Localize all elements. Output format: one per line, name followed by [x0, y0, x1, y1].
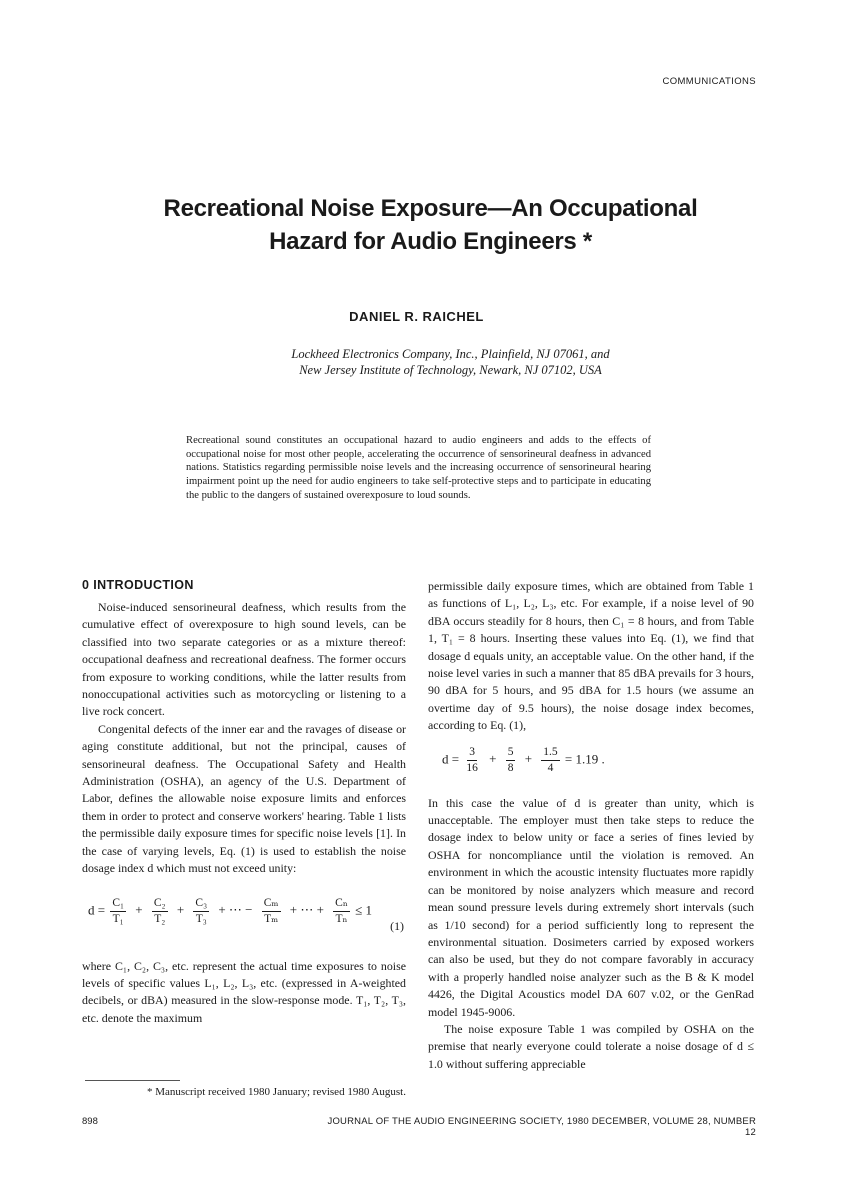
article-title-line2: Hazard for Audio Engineers *: [269, 228, 592, 255]
eq-fraction: $\frac{\text{Cₘ}}{\text{Tₘ}}$: [263, 896, 279, 925]
abstract: Recreational sound constitutes an occupational hazard to audio engineers and adds to the effects of occupational noise for most other people, accelerating the occurrence of sensorineural deafness in advanced nations. Statistics regarding permissible noise levels and the increasing occurrence of sensorineural hearing impairment point up the need for audio engineers to take self-protective steps and to participate in educating the public to the dangers of sustained overexposure to loud sounds.: [186, 435, 651, 501]
paragraph: where C₁, C₂, C₃, etc. represent the actual time exposures to noise levels of specific values L₁, L₂, L₃, etc. (expressed in A-weighted decibels, or dBA) measured in the slow-response mode. T₁, T₂, T₃, etc. denote the maximum: [82, 958, 406, 1025]
author-name: DANIEL R. RAICHEL: [349, 309, 484, 324]
eq-rhs: ≤ 1: [355, 901, 372, 917]
eq-ellipsis: + ⋯ +: [289, 901, 324, 917]
paragraph: In this case the value of d is greater than unity, which is unacceptable. The employer must then take steps to reduce the dosage index to below unity or face a series of fines levied by OSHA for noncompliance until the violation is removed. An environment in which the acoustic intensity fluctuates more rapidly can be monitored by noise analyzers which measure and record mean sound pressure levels during extremely short intervals (such as 1/10 second) for a period sufficiently long to represent the environmental situation. Dosimeters carried by exposed workers can also be used, but they do not compare favorably in accuracy with a properly handled noise analyzer such as the B & K model 4426, the Digital Acoustics model DA 607 v.02, or the GenRad model 1945-9006.: [428, 795, 754, 1019]
eq-fraction: $\frac{3}{16}$: [466, 745, 478, 774]
eq-lhs: d =: [442, 751, 460, 767]
eq-fraction: $\frac{1.5}{4}$: [543, 745, 558, 774]
article-title: [60, 192, 801, 258]
article-title-line1: Recreational Noise Exposure—An Occupational: [163, 195, 698, 222]
right-column: [428, 578, 754, 1073]
equation-2: d = $\frac{3}{16}$ + $\frac{5}{8}$ + $\frac{1.5}{4}$ = 1.19 .: [442, 745, 605, 774]
eq-fraction: $\frac{5}{8}$: [507, 745, 514, 774]
left-column: [82, 577, 406, 1027]
equation-number: (1): [390, 918, 404, 933]
paragraph: permissible daily exposure times, which are obtained from Table 1 as functions of L₁, L₂, L₃, etc. For example, if a noise level of 90 dBA occurs steadily for 8 hours, then C₁ = 8 hours, and from Table 1, T₁ = 8 hours. Inserting these values into Eq. (1), we find that dosage d equals unity, an acceptable value. On the other hand, if the noise level varies in such a manner that 85 dBA prevails for 3 hours, 90 dBA for 5 hours, and 95 dBA for 1.5 hours (we assume an overtime day of 9.5 hours), the noise dosage index becomes, according to Eq. (1),: [428, 579, 754, 733]
eq-fraction: $\frac{\text{C₁}}{\text{T₁}}$: [112, 896, 125, 925]
eq-lhs: d =: [88, 901, 106, 917]
eq-result: = 1.19 .: [564, 751, 605, 767]
eq-fraction: $\frac{\text{C₃}}{\text{T₃}}$: [195, 896, 208, 925]
page-number: 898: [82, 1116, 98, 1127]
paragraph: The noise exposure Table 1 was compiled by OSHA on the premise that nearly everyone could tolerate a noise dosage of d ≤ 1.0 without suffering appreciable: [428, 1021, 754, 1071]
section-heading: 0 INTRODUCTION: [82, 578, 194, 592]
affiliation-line1: Lockheed Electronics Company, Inc., Plainfield, NJ 07061, and: [291, 347, 610, 361]
section-label: COMMUNICATIONS: [662, 76, 756, 87]
equation-1: d = $\frac{\text{C₁}}{\text{T₁}}$ + $\frac{\text{C₂}}{\text{T₂}}$ + $\frac{\text{C₃}}{\text{T₃}}$ + ⋯ − $\frac{\text{Cₘ}}{\text{Tₘ}}$ + ⋯ + $\frac{\text{Cₙ}}{\text{Tₙ}}$ ≤ 1 (1): [82, 888, 406, 950]
affiliation: [60, 346, 841, 378]
journal-footer: JOURNAL OF THE AUDIO ENGINEERING SOCIETY, 1980 DECEMBER, VOLUME 28, NUMBER 12: [327, 1116, 756, 1138]
eq-ellipsis: + ⋯ −: [218, 901, 253, 917]
paragraph: Noise-induced sensorineural deafness, which results from the cumulative effect of overexposure to high sound levels, can be classified into two separate categories or as a mixture thereof: occupational deafness and recreational deafness. The former occurs from exposure to working conditions, while the latter results from nonoccupational activities such as motorcycling or listening to a live rock concert.: [82, 600, 406, 719]
footnote-rule: [85, 1080, 180, 1081]
paragraph: Congenital defects of the inner ear and the ravages of disease or aging constitute additional, but not the principal, causes of sensorineural deafness. The Occupational Safety and Health Administration (OSHA), an agency of the U.S. Department of Labor, defines the allowable noise exposure limits and enforces them in order to protect and conserve workers' hearing. Table 1 lists the permissible daily exposure times for specific noise levels [1]. In the case of varying levels, Eq. (1) is used to establish the noise dosage index d which must not exceed unity:: [82, 721, 406, 876]
affiliation-line2: New Jersey Institute of Technology, Newark, NJ 07102, USA: [299, 363, 602, 377]
eq-fraction: $\frac{\text{C₂}}{\text{T₂}}$: [153, 896, 166, 925]
eq-fraction: $\frac{\text{Cₙ}}{\text{Tₙ}}$: [335, 896, 348, 925]
footnote: * Manuscript received 1980 January; revised 1980 August.: [146, 1086, 406, 1098]
